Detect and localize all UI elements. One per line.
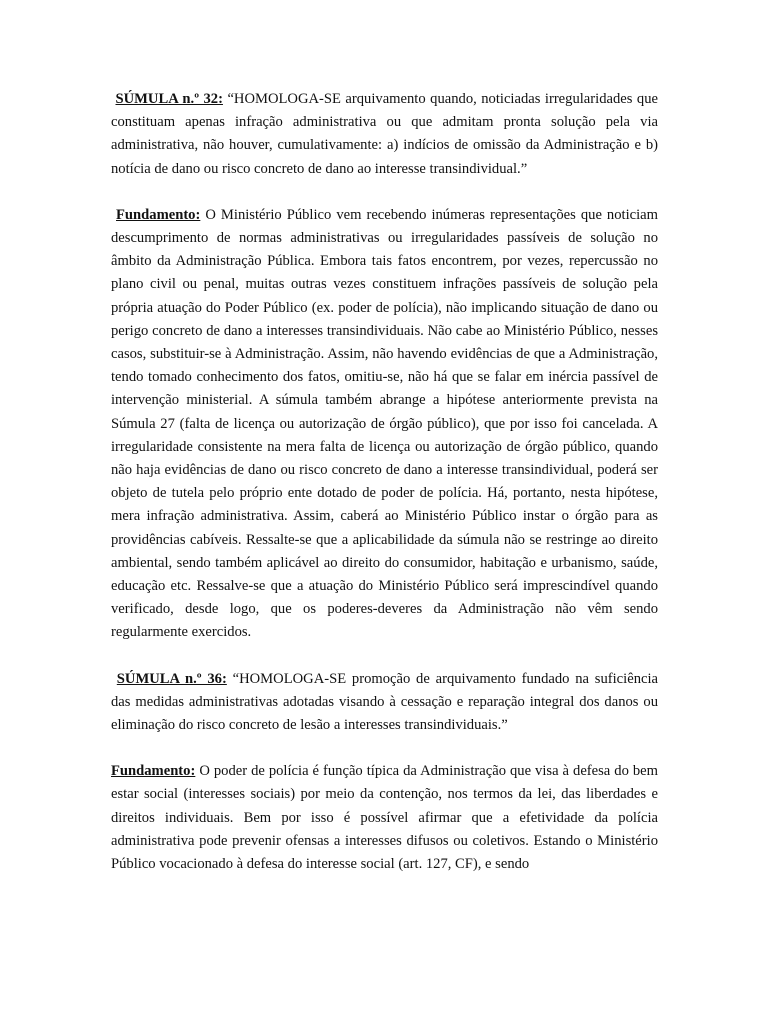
fundamento-32-paragraph (111, 204, 658, 645)
sumula-36-label: SÚMULA n.º 36: (116, 670, 227, 687)
fundamento-36-text: O poder de polícia é função típica da Administração que visa à defesa do bem estar social (interesses sociais) por meio da contenção, nos termos da lei, das liberdades e direitos individuais. Bem por isso é possível afirmar que a efetividade da polícia administrativa pode prevenir ofensas a interesses difusos ou coletivos. Estando o Ministério Público vocacionado à defesa do interesse social (art. 127, CF), e sendo (111, 763, 658, 873)
fundamento-32-text: O Ministério Público vem recebendo inúmeras representações que noticiam descumprimento de normas administrativas ou irregularidades passíveis de solução no âmbito da Administração Pública. Embora tais fatos encontrem, por vezes, repercussão no plano civil ou penal, muitas outras vezes constituem infrações passíveis de solução pela própria atuação do Poder Público (ex. poder de polícia), não implicando situação de dano ou perigo concreto de dano a interesses transindividuais. Não cabe ao Ministério Público, nesses casos, substituir-se à Administração. Assim, não havendo evidências de que a Administração, tendo tomado conhecimento dos fatos, omitiu-se, não há que se falar em inércia passível de intervenção ministerial. A súmula também abrange a hipótese anteriormente prevista na Súmula 27 (falta de licença ou autorização de órgão público), que por isso foi cancelada. A irregularidade consistente na mera falta de licença ou autorização de órgão público, quando não haja evidências de dano ou risco concreto de dano a interesse transindividual, poderá ser objeto de tutela pelo próprio ente dotado de poder de polícia. Há, portanto, nesta hipótese, mera infração administrativa. Assim, caberá ao Ministério Público instar o órgão para as providências cabíveis. Ressalte-se que a aplicabilidade da súmula não se restringe ao direito ambiental, sendo também aplicável ao direito do consumidor, habitação e urbanismo, saúde, educação etc. Ressalve-se que a atuação do Ministério Público será imprescindível quando verificado, desde logo, que os poderes-deveres da Administração não vêm sendo regularmente exercidos. (111, 206, 658, 641)
sumula-36-paragraph (111, 668, 658, 738)
fundamento-36-label: Fundamento: (111, 763, 196, 780)
sumula-32-label: SÚMULA n.º 32: (115, 91, 223, 107)
sumula-32-paragraph (111, 88, 658, 181)
fundamento-32-label: Fundamento: (116, 206, 201, 223)
sumula-36-text: “HOMOLOGA-SE promoção de arquivamento fundado na suficiência das medidas administrativas adotadas visando à cessação e reparação integral dos danos ou eliminação do risco concreto de lesão a interesses transindividuais.” (111, 670, 658, 734)
sumula-32-text: “HOMOLOGA-SE arquivamento quando, noticiadas irregularidades que constituam apenas infração administrativa ou que admitam pronta solução pela via administrativa, não houver, cumulativamente: a) indícios de omissão da Administração e b) notícia de dano ou risco concreto de dano ao interesse transindividual.” (111, 91, 658, 177)
fundamento-36-paragraph (111, 760, 658, 876)
document-page (111, 88, 658, 876)
